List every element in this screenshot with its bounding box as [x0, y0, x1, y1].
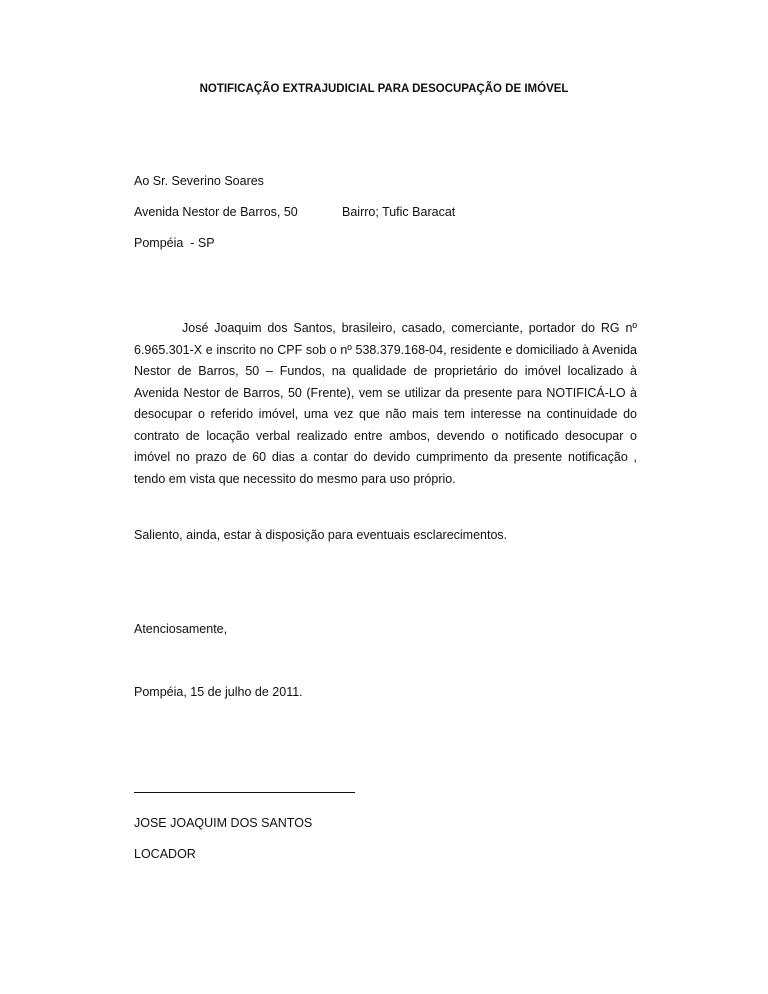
body-paragraph: José Joaquim dos Santos, brasileiro, casado, comerciante, portador do RG nº 6.965.301-X e inscrito no CPF sob o nº 538.379.168-04, residente e domiciliado à Avenida Nestor de Barros, 50 – Fundos, na qualidade de proprietário do imóvel localizado à Avenida Nestor de Barros, 50 (Frente), vem se utilizar da presente para NOTIFICÁ-LO à desocupar o referido imóvel, uma vez que não mais tem interesse na continuidade do contrato de locação verbal realizado entre ambos, devendo o notificado desocupar o imóvel no prazo de 60 dias a contar do devido cumprimento da presente notificação , tendo em vista que necessito do mesmo para uso próprio. — [134, 321, 637, 486]
place-date: Pompéia, 15 de julho de 2011. — [134, 685, 303, 699]
recipient-city: Pompéia - SP — [134, 236, 215, 250]
signature-line — [134, 792, 355, 793]
closing-text: Atenciosamente, — [134, 622, 228, 636]
recipient-salutation: Ao Sr. Severino Soares — [134, 174, 264, 188]
recipient-district: Bairro; Tufic Baracat — [342, 205, 456, 219]
signer-name: JOSE JOAQUIM DOS SANTOS — [134, 816, 313, 830]
clarification-paragraph: Saliento, ainda, estar à disposição para eventuais esclarecimentos. — [134, 528, 508, 542]
signer-role: LOCADOR — [134, 847, 196, 861]
document-title: NOTIFICAÇÃO EXTRAJUDICIAL PARA DESOCUPAÇÃO DE IMÓVEL — [199, 83, 569, 95]
recipient-street: Avenida Nestor de Barros, 50 — [134, 205, 298, 219]
